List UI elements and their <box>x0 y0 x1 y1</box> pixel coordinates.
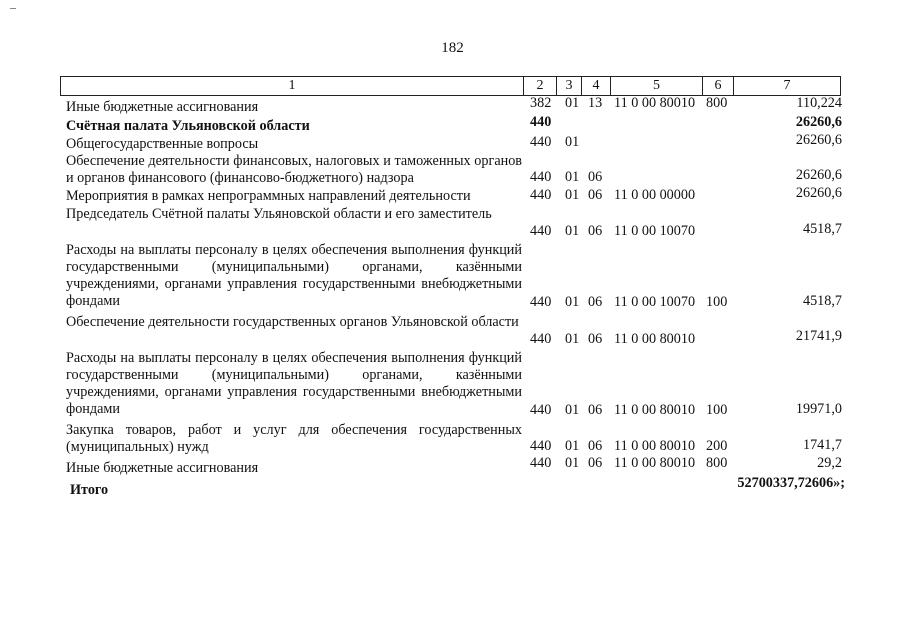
row-amount: 19971,0 <box>795 401 842 417</box>
row-code-target: 11 0 00 80010 <box>614 331 696 347</box>
row-amount-total: 52700337,72606»; <box>737 475 845 491</box>
row-code-admin: 440 <box>530 114 552 130</box>
row-description: Иные бюджетные ассигнования <box>66 99 259 115</box>
row-code-subsection: 06 <box>588 331 603 347</box>
row-code-type: 800 <box>706 455 728 471</box>
row-code-section: 01 <box>565 223 580 239</box>
row-amount: 26260,6 <box>795 114 842 130</box>
row-code-subsection: 13 <box>588 95 603 111</box>
row-description: Счётная палата Ульяновской области <box>66 118 310 134</box>
row-amount: 26260,6 <box>795 132 842 148</box>
row-description: Председатель Счётной палаты Ульяновской области и его заместитель <box>66 206 492 222</box>
row-code-admin: 440 <box>530 455 552 471</box>
row-code-admin: 440 <box>530 294 552 310</box>
scan-mark <box>10 8 16 9</box>
row-code-admin: 382 <box>530 95 552 111</box>
row-amount: 4518,7 <box>802 221 842 237</box>
header-col-3: 3 <box>556 76 582 96</box>
row-description: Иные бюджетные ассигнования <box>66 460 259 476</box>
header-col-1: 1 <box>60 76 524 96</box>
row-description: Расходы на выплаты персоналу в целях обеспечения выполнения функций государственными (муниципальными) органами, казёнными учреждениями, органами управления государственными внебюджетными фондами <box>66 242 522 309</box>
header-col-4: 4 <box>581 76 611 96</box>
row-code-target: 11 0 00 80010 <box>614 402 696 418</box>
row-description: Мероприятия в рамках непрограммных направлений деятельности <box>66 188 471 204</box>
row-code-type: 100 <box>706 402 728 418</box>
row-description: Расходы на выплаты персоналу в целях обеспечения выполнения функций государственными (муниципальными) органами, казёнными учреждениями, органами управления государственными внебюджетными фондами <box>66 350 522 417</box>
row-code-target: 11 0 00 80010 <box>614 95 696 111</box>
row-code-subsection: 06 <box>588 187 603 203</box>
row-code-type: 100 <box>706 294 728 310</box>
row-code-section: 01 <box>565 294 580 310</box>
row-code-section: 01 <box>565 95 580 111</box>
page-number: 182 <box>441 40 464 56</box>
row-code-subsection: 06 <box>588 169 603 185</box>
row-code-section: 01 <box>565 402 580 418</box>
row-code-admin: 440 <box>530 134 552 150</box>
row-amount: 29,2 <box>817 455 842 471</box>
header-col-6: 6 <box>702 76 734 96</box>
row-amount: 110,224 <box>796 95 842 111</box>
row-code-subsection: 06 <box>588 294 603 310</box>
row-code-admin: 440 <box>530 187 552 203</box>
row-code-subsection: 06 <box>588 402 603 418</box>
row-description: Общегосударственные вопросы <box>66 136 259 152</box>
row-description: Итого <box>70 482 109 498</box>
header-col-2: 2 <box>523 76 557 96</box>
row-code-subsection: 06 <box>588 223 603 239</box>
row-amount: 1741,7 <box>802 437 842 453</box>
row-code-target: 11 0 00 10070 <box>614 294 696 310</box>
row-code-subsection: 06 <box>588 438 603 454</box>
row-code-section: 01 <box>565 187 580 203</box>
row-code-type: 200 <box>706 438 728 454</box>
row-code-section: 01 <box>565 455 580 471</box>
row-description: Обеспечение деятельности государственных органов Ульяновской области <box>66 314 519 330</box>
row-code-type: 800 <box>706 95 728 111</box>
row-code-section: 01 <box>565 438 580 454</box>
row-code-admin: 440 <box>530 331 552 347</box>
row-code-subsection: 06 <box>588 455 603 471</box>
row-code-section: 01 <box>565 169 580 185</box>
row-code-admin: 440 <box>530 169 552 185</box>
header-col-7: 7 <box>733 76 841 96</box>
row-code-target: 11 0 00 80010 <box>614 438 696 454</box>
row-code-target: 11 0 00 00000 <box>614 187 696 203</box>
row-code-section: 01 <box>565 134 580 150</box>
row-amount: 26260,6 <box>795 167 842 183</box>
row-code-section: 01 <box>565 331 580 347</box>
row-amount: 26260,6 <box>795 185 842 201</box>
row-code-admin: 440 <box>530 402 552 418</box>
row-amount: 4518,7 <box>802 293 842 309</box>
row-amount: 21741,9 <box>795 328 842 344</box>
row-code-admin: 440 <box>530 438 552 454</box>
row-code-target: 11 0 00 80010 <box>614 455 696 471</box>
row-description: Обеспечение деятельности финансовых, налоговых и таможенных органов и органов финансового (финансово-бюджетного) надзора <box>66 153 522 186</box>
row-code-admin: 440 <box>530 223 552 239</box>
row-description: Закупка товаров, работ и услуг для обеспечения государственных (муниципальных) нужд <box>66 422 522 455</box>
row-code-target: 11 0 00 10070 <box>614 223 696 239</box>
header-col-5: 5 <box>610 76 703 96</box>
